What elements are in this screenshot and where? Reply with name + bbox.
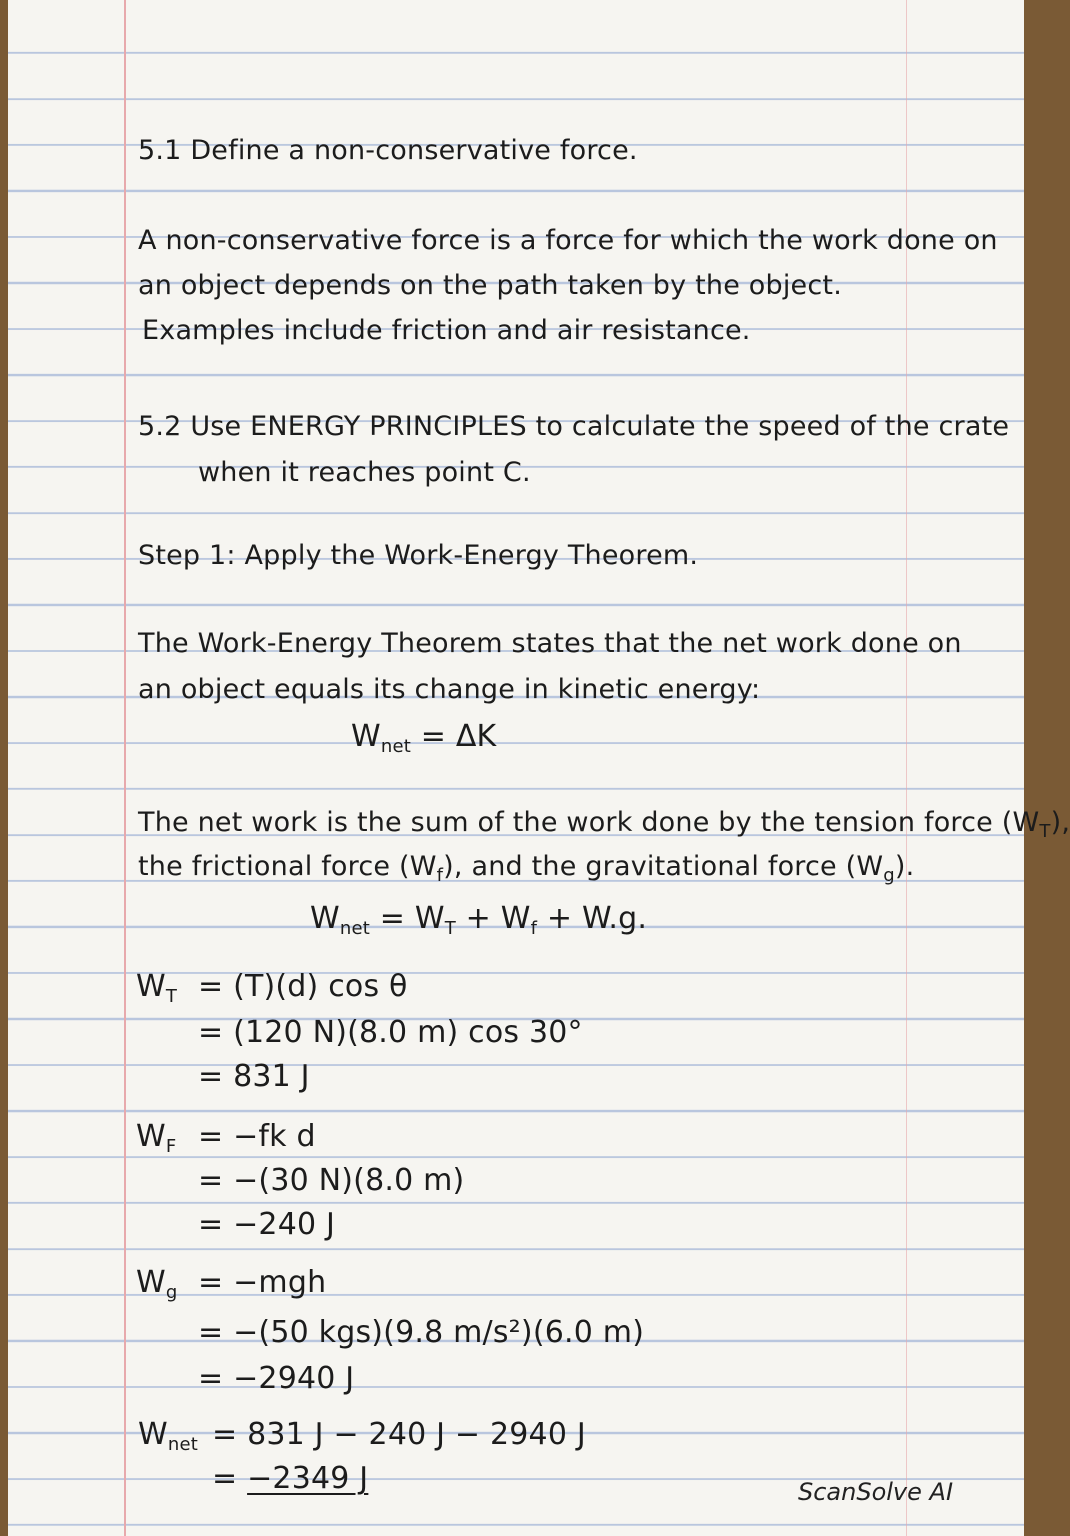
wnet-line-1: = 831 J − 240 J − 2940 J: [212, 1417, 586, 1452]
wnet-line-2: = −2349 J: [212, 1461, 369, 1496]
wf-line-3: = −240 J: [198, 1207, 336, 1242]
wnet-label: $W_{net}$: [138, 1417, 199, 1455]
wnet-result: −2349 J: [247, 1461, 369, 1496]
theorem-text-line-2: an object equals its change in kinetic energy:: [138, 674, 761, 705]
wf-label: $W_F$: [136, 1119, 177, 1157]
q51-answer-line-1: A non-conservative force is a force for which the work done on: [138, 225, 998, 256]
wt-line-3: = 831 J: [198, 1059, 310, 1094]
notebook-page: [8, 0, 1070, 1536]
wt-line-1: = (T)(d) cos θ: [198, 969, 408, 1004]
left-margin-line: [124, 0, 126, 1536]
wt-label: $W_T$: [136, 969, 178, 1007]
wt-line-2: = (120 N)(8.0 m) cos 30°: [198, 1015, 583, 1050]
watermark: ScanSolve AI: [798, 1478, 954, 1506]
q52-heading-line-1: 5.2 Use ENERGY PRINCIPLES to calculate the speed of the crate: [138, 411, 1010, 442]
wg-line-1: = −mgh: [198, 1265, 327, 1300]
wg-line-3: = −2940 J: [198, 1361, 355, 1396]
q51-answer-line-2: an object depends on the path taken by the object.: [138, 270, 842, 301]
net-work-text-line-1: The net work is the sum of the work done by the tension force $(W_T)$,: [138, 807, 1070, 842]
q51-heading: 5.1 Define a non-conservative force.: [138, 135, 638, 166]
q52-heading-line-2: when it reaches point C.: [198, 457, 531, 488]
wf-line-2: = −(30 N)(8.0 m): [198, 1163, 465, 1198]
wg-line-2: = −(50 kgs)(9.8 m/s²)(6.0 m): [198, 1315, 645, 1350]
net-work-text-line-2: the frictional force $(W_f)$, and the gravitational force $(W_g)$.: [138, 851, 915, 886]
q51-answer-line-3: Examples include friction and air resistance.: [142, 315, 751, 346]
theorem-text-line-1: The Work-Energy Theorem states that the net work done on: [138, 628, 962, 659]
step-1-label: Step 1: Apply the Work-Energy Theorem.: [138, 540, 699, 571]
wf-line-1: = −fk d: [198, 1119, 316, 1154]
work-energy-equation: $W_{net} = \Delta K$: [351, 719, 497, 757]
net-work-sum-equation: $W_{net} = W_T + W_f + W.g$.: [310, 901, 648, 939]
wg-label: $W_g$: [136, 1265, 178, 1303]
